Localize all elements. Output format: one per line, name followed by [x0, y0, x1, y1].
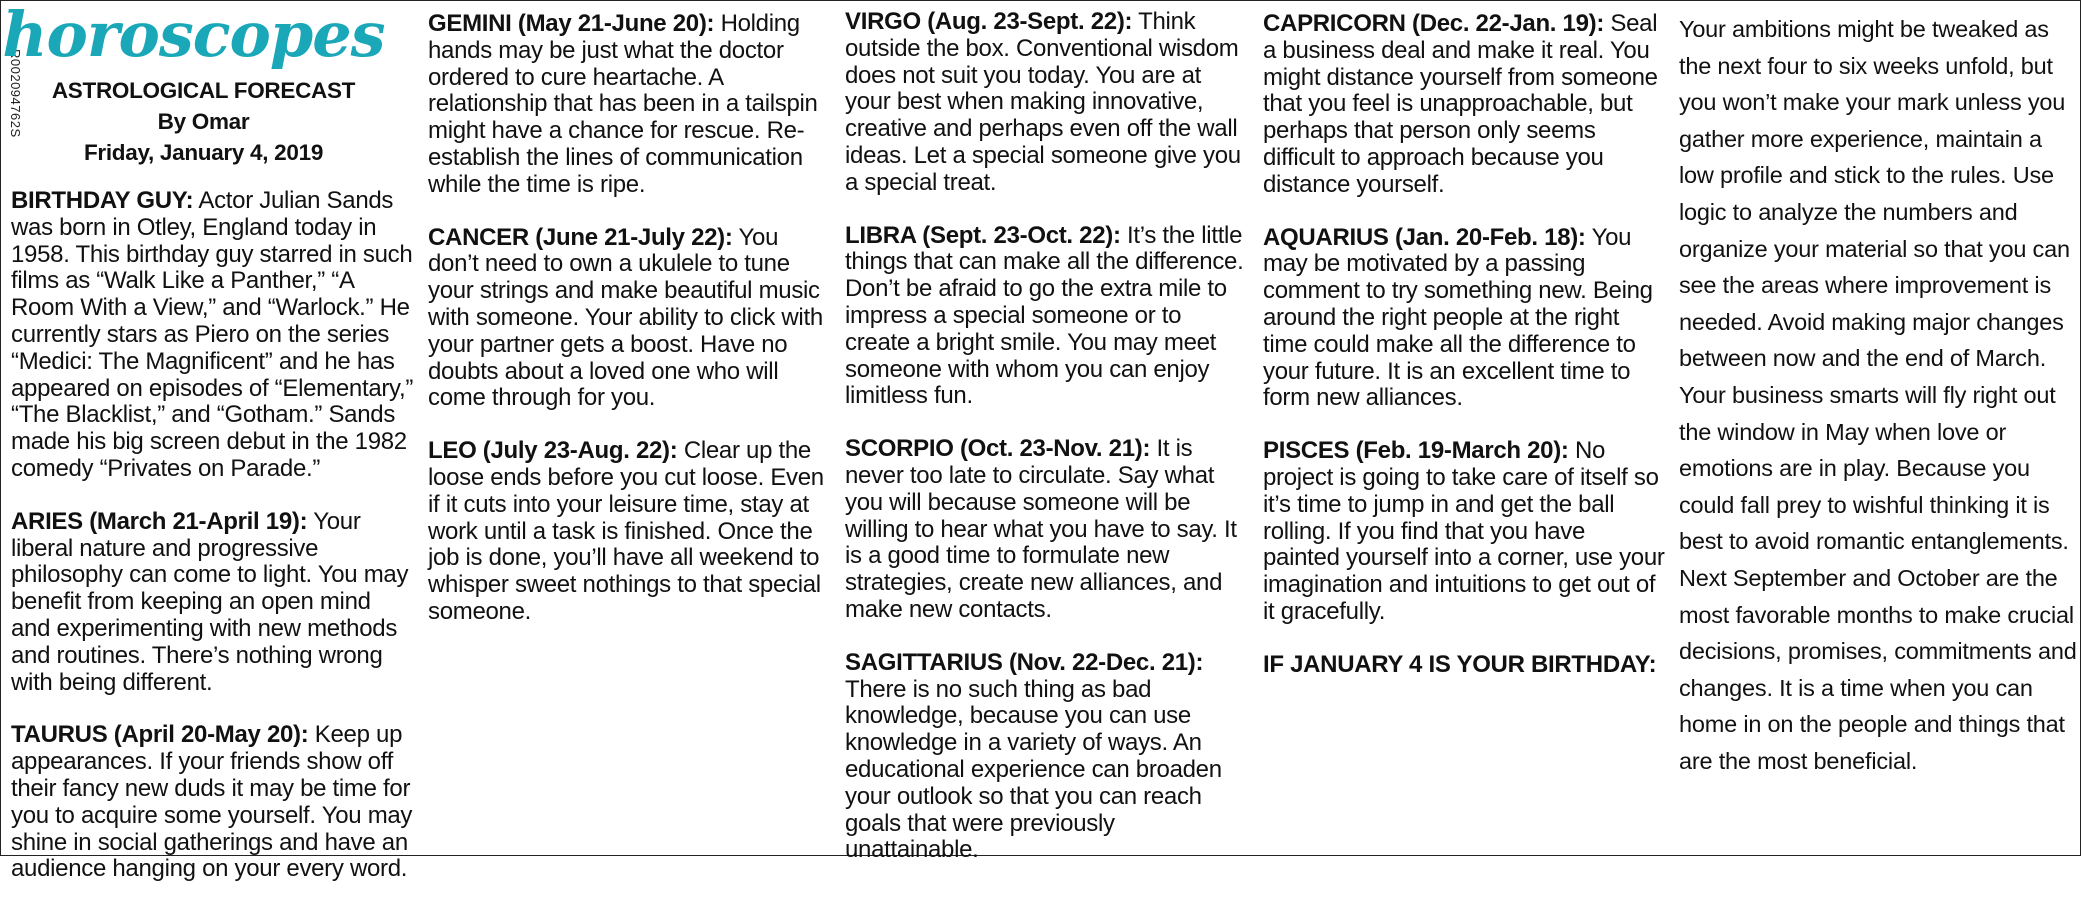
libra-entry	[845, 223, 1250, 411]
side-code: R002094762S	[8, 49, 23, 138]
aries-text: Your liberal nature and progressive philosophy can come to light. You may benefit from keeping an open mind and experimenting with new methods and routines. There’s nothing wrong with being different.	[11, 507, 409, 696]
gemini-label: GEMINI (May 21-June 20):	[428, 10, 715, 37]
pisces-label: PISCES (Feb. 19-March 20):	[1263, 437, 1569, 465]
birthday-guy-label: BIRTHDAY GUY:	[11, 187, 194, 214]
sagittarius-text: There is no such thing as bad knowledge, because you can use knowledge in a variety of ways. An educational experience can broaden your outlook so that you can reach goals that were previously unattainable.	[845, 675, 1222, 864]
leo-label: LEO (July 23-Aug. 22):	[428, 437, 678, 465]
leo-text: Clear up the loose ends before you cut loose. Even if it cuts into your leisure time, stay at work until a task is finished. Once the job is done, you’ll have all weekend to whisper sweet nothings to that special someone.	[428, 437, 824, 625]
taurus-entry	[11, 722, 416, 883]
forecast-heading: ASTROLOGICAL FORECAST	[51, 78, 356, 103]
capricorn-label: CAPRICORN (Dec. 22-Jan. 19):	[1263, 10, 1605, 37]
pisces-text: No project is going to take care of itself so it’s time to jump in and get the ball rolling. If you find that you have painted yourself into a corner, use your imagination and intuitions to get out of it gracefully.	[1263, 437, 1665, 625]
gemini-text: Holding hands may be just what the doctor ordered to cure heartache. A relationship that has been in a tailspin might have a chance for rescue. Re-establish the lines of communication while the time is ripe.	[428, 10, 818, 198]
birthday-forecast-heading-entry	[1263, 652, 1667, 679]
capricorn-entry	[1263, 11, 1667, 199]
column-3	[845, 9, 1250, 890]
aquarius-text: You may be motivated by a passing comment to try something new. Being around the right people at the right time could make all the difference to your future. It is an excellent time to form new alliances.	[1263, 223, 1653, 412]
column-1	[2, 0, 416, 909]
taurus-label: TAURUS (April 20-May 20):	[11, 721, 309, 749]
pisces-entry	[1263, 438, 1667, 626]
gemini-entry	[428, 11, 828, 199]
virgo-text: Think outside the box. Conventional wisdom does not suit you today. You are at your best when making innovative, creative and perhaps even off the wall ideas. Let a special someone give you a special treat.	[845, 8, 1241, 196]
birthday-guy-entry	[11, 188, 416, 483]
libra-label: LIBRA (Sept. 23-Oct. 22):	[845, 221, 1121, 249]
aquarius-entry	[1263, 225, 1667, 413]
cancer-label: CANCER (June 21-July 22):	[428, 223, 733, 251]
masthead	[1, 1, 406, 168]
aries-label: ARIES (March 21-April 19):	[11, 507, 308, 535]
column-4	[1263, 11, 1667, 705]
scorpio-label: SCORPIO (Oct. 23-Nov. 21):	[845, 435, 1151, 463]
virgo-label: VIRGO (Aug. 23-Sept. 22):	[845, 8, 1133, 35]
capricorn-text: Seal a business deal and make it real. You might distance yourself from someone that you feel is unapproachable, but perhaps that person only seems difficult to approach because you distance yourself.	[1263, 10, 1658, 198]
dateline: Friday, January 4, 2019	[83, 140, 324, 165]
aries-entry	[11, 509, 416, 697]
column-5	[1679, 11, 2079, 779]
scorpio-entry	[845, 436, 1250, 624]
birthday-forecast-label: IF JANUARY 4 IS YOUR BIRTHDAY:	[1263, 650, 1657, 678]
birthday-guy-text: Actor Julian Sands was born in Otley, England today in 1958. This birthday guy starred in such films as “Walk Like a Panther,” “A Room With a View,” and “Warlock.” He currently stars as Piero on the series “Medici: The Magnificent” and he has appeared on episodes of “Elementary,” “The Blacklist,” and “Gotham.” Sands made his big screen debut in the 1982 comedy “Privates on Parade.”	[11, 187, 414, 482]
birthday-forecast-text: Your ambitions might be tweaked as the next four to six weeks unfold, but you won’t make your mark unless you gather more experience, maintain a low profile and stick to the rules. Use logic to analyze the numbers and organize your material so that you can see the areas where improvement is needed. Avoid making major changes between now and the end of March. Your business smarts will fly right out the window in May when love or emotions are in play. Because you could fall prey to wishful thinking it is best to avoid romantic entanglements. Next September and October are the most favorable months to make crucial decisions, promises, commitments and changes. It is a time when you can home in on the people and things that are the most beneficial.	[1679, 16, 2077, 774]
scorpio-text: It is never too late to circulate. Say what you will because someone will be willing to hear what you have to say. It is a good time to formulate new strategies, create new alliances, and make new contacts.	[845, 435, 1237, 623]
leo-entry	[428, 438, 828, 626]
column-2	[428, 11, 828, 652]
horoscopes-logo: horoscopes	[2, 0, 385, 71]
aquarius-label: AQUARIUS (Jan. 20-Feb. 18):	[1263, 223, 1586, 251]
cancer-text: You don’t need to own a ukulele to tune your strings and make beautiful music with someone. Your ability to click with your partner gets a boost. Have no doubts about a loved one who will come through for you.	[428, 223, 823, 412]
sagittarius-label: SAGITTARIUS (Nov. 22-Dec. 21):	[845, 648, 1204, 676]
libra-text: It’s the little things that can make all the difference. Don’t be afraid to go the extra mile to impress a special someone or to create a bright smile. You may meet someone with whom you can enjoy limitless fun.	[845, 221, 1244, 410]
taurus-text: Keep up appearances. If your friends show off their fancy new duds it may be time for you to acquire some yourself. You may shine in social gatherings and have an audience hanging on your every word.	[11, 721, 413, 883]
sagittarius-entry	[845, 650, 1250, 864]
cancer-entry	[428, 225, 828, 413]
byline: By Omar	[157, 109, 250, 134]
virgo-entry	[845, 9, 1250, 197]
